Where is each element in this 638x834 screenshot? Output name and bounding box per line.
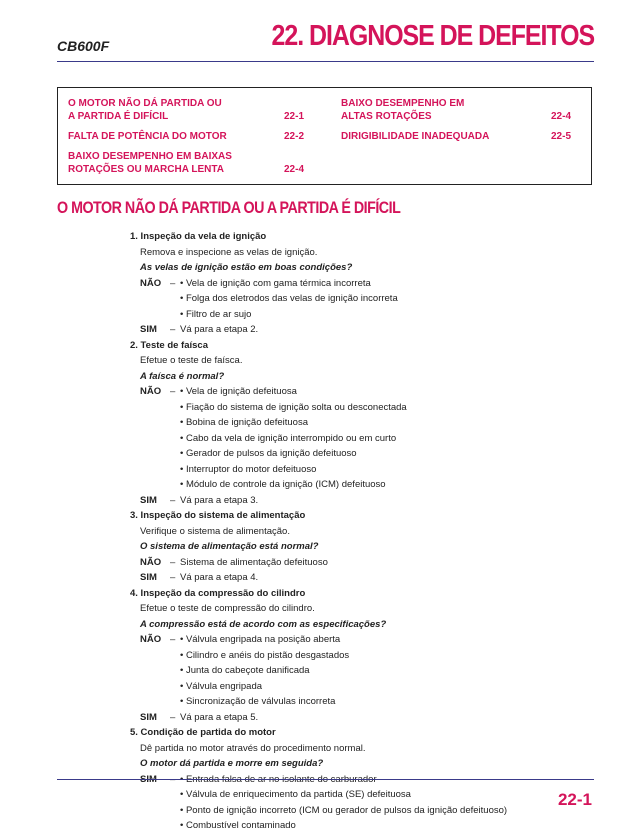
dash-separator: – xyxy=(170,494,176,506)
result-label: NÃO xyxy=(140,386,162,397)
dash-separator: – xyxy=(170,572,176,583)
result-label: NÃO xyxy=(140,634,162,645)
result-row xyxy=(130,555,590,571)
step-title: 4. Inspeção da compressão do cilindro xyxy=(130,587,306,599)
dash-separator: – xyxy=(170,711,176,723)
toc-item-power-loss[interactable]: FALTA DE POTÊNCIA DO MOTOR xyxy=(68,131,227,142)
dash-separator: – xyxy=(170,277,176,289)
result-label: NÃO xyxy=(140,277,162,289)
header-rule xyxy=(57,61,594,62)
result-item: • Cabo da vela de ignição interrompido ou em curto xyxy=(180,432,397,444)
result-item: • Entrada falsa de ar no isolante do carburador xyxy=(180,773,377,785)
step-instruction: Efetue o teste de compressão do cilindro. xyxy=(140,603,315,614)
result-label: NÃO xyxy=(140,556,162,568)
result-row xyxy=(130,570,590,586)
result-row xyxy=(130,276,590,292)
result-label: SIM xyxy=(140,773,157,785)
table-of-contents xyxy=(57,87,592,185)
toc-page-low-rpm[interactable]: 22-4 xyxy=(284,164,305,175)
result-item: • Bobina de ignição defeituosa xyxy=(180,417,308,428)
dash-separator: – xyxy=(170,324,176,335)
result-item: • Cilindro e anéis do pistão desgastados xyxy=(180,649,350,661)
toc-page-high-rpm[interactable]: 22-4 xyxy=(551,111,572,122)
result-item: • Válvula de enriquecimento da partida (SE) defeituosa xyxy=(180,789,411,800)
result-row xyxy=(130,493,590,509)
result-item: • Fiação do sistema de ignição solta ou desconectada xyxy=(180,401,407,413)
result-item: Vá para a etapa 4. xyxy=(180,572,259,583)
result-row xyxy=(130,710,590,726)
dash-separator: – xyxy=(170,773,176,785)
toc-page-power-loss[interactable]: 22-2 xyxy=(284,131,305,142)
result-item: • Válvula engripada xyxy=(180,680,263,692)
troubleshooting-steps xyxy=(130,229,590,834)
step-title: 1. Inspeção da vela de ignição xyxy=(130,231,267,242)
toc-page-handling[interactable]: 22-5 xyxy=(551,131,572,142)
step-instruction: Dê partida no motor através do procedimento normal. xyxy=(140,742,366,754)
step-question: O sistema de alimentação está normal? xyxy=(140,541,319,552)
step-question: A faísca é normal? xyxy=(140,370,225,382)
result-row xyxy=(130,384,590,400)
result-item: Vá para a etapa 5. xyxy=(180,711,259,723)
step-title: 3. Inspeção do sistema de alimentação xyxy=(130,510,306,521)
toc-item-no-start[interactable]: O MOTOR NÃO DÁ PARTIDA OU A PARTIDA É DIFÍCIL xyxy=(68,98,222,122)
result-item: • Vela de ignição defeituosa xyxy=(180,386,297,397)
toc-item-low-rpm[interactable]: BAIXO DESEMPENHO EM BAIXAS ROTAÇÕES OU MARCHA LENTA xyxy=(68,151,232,175)
footer-rule xyxy=(57,779,594,780)
chapter-title: 22. DIAGNOSE DE DEFEITOS xyxy=(271,20,594,52)
step-instruction: Efetue o teste de faísca. xyxy=(140,355,243,366)
step-title: 5. Condição de partida do motor xyxy=(130,727,276,738)
result-item: • Combustível contaminado xyxy=(180,820,296,831)
toc-item-high-rpm[interactable]: BAIXO DESEMPENHO EM ALTAS ROTAÇÕES xyxy=(341,98,465,122)
result-label: SIM xyxy=(140,324,157,335)
result-item: Vá para a etapa 2. xyxy=(180,324,259,335)
toc-page-no-start[interactable]: 22-1 xyxy=(284,111,305,122)
section-title: O MOTOR NÃO DÁ PARTIDA OU A PARTIDA É DIFÍCIL xyxy=(57,198,401,217)
result-label: SIM xyxy=(140,572,157,583)
result-item: Sistema de alimentação defeituoso xyxy=(180,556,328,568)
step-instruction: Remova e inspecione as velas de ignição. xyxy=(140,246,318,258)
page-number: 22-1 xyxy=(557,790,592,809)
result-item: • Válvula engripada na posição aberta xyxy=(180,634,341,645)
toc-item-handling[interactable]: DIRIGIBILIDADE INADEQUADA xyxy=(341,131,490,142)
step-question: O motor dá partida e morre em seguida? xyxy=(140,758,324,769)
result-item: • Gerador de pulsos da ignição defeituoso xyxy=(180,448,357,459)
result-item: • Módulo de controle da ignição (ICM) defeituoso xyxy=(180,479,386,490)
dash-separator: – xyxy=(170,634,176,645)
step-instruction: Verifique o sistema de alimentação. xyxy=(140,525,290,537)
result-item: • Filtro de ar sujo xyxy=(180,308,252,320)
result-item: Vá para a etapa 3. xyxy=(180,494,259,506)
result-item: • Sincronização de válvulas incorreta xyxy=(180,696,336,707)
manual-model: CB600F xyxy=(57,38,110,54)
dash-separator: – xyxy=(170,386,176,397)
step-question: A compressão está de acordo com as especificações? xyxy=(140,618,387,630)
result-item: • Ponto de ignição incorreto (ICM ou gerador de pulsos da ignição defeituoso) xyxy=(180,804,508,816)
result-label: SIM xyxy=(140,494,157,506)
result-row xyxy=(130,322,590,338)
step-title: 2. Teste de faísca xyxy=(130,339,208,351)
result-item: • Interruptor do motor defeituoso xyxy=(180,463,317,475)
result-item: • Vela de ignição com gama térmica incorreta xyxy=(180,277,371,289)
result-item: • Folga dos eletrodos das velas de ignição incorreta xyxy=(180,293,398,304)
dash-separator: – xyxy=(170,556,176,568)
result-label: SIM xyxy=(140,711,157,723)
result-item: • Junta do cabeçote danificada xyxy=(180,665,310,676)
result-row xyxy=(130,632,590,648)
step-question: As velas de ignição estão em boas condições? xyxy=(140,262,353,273)
